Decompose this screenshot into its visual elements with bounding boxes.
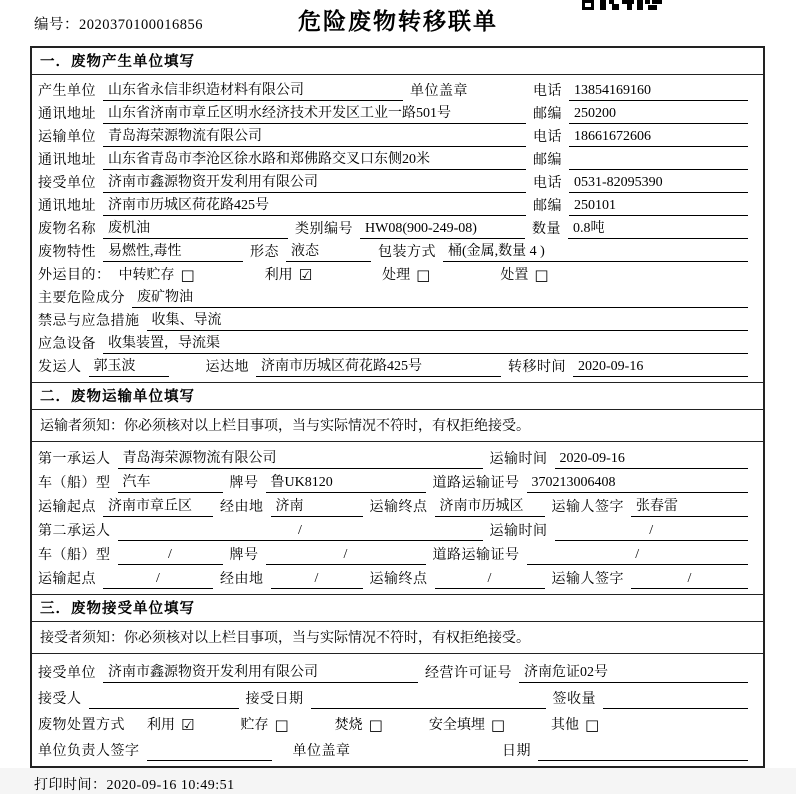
disposal-incinerate-label: 焚烧	[334, 718, 363, 733]
section-producer-title: 一．废物产生单位填写	[32, 48, 763, 75]
unit-seal-label: 单位盖章	[292, 744, 351, 759]
transporter-unit-row	[38, 124, 755, 147]
quantity-value: 0.8吨	[568, 219, 748, 239]
signed-quantity-value	[603, 690, 748, 709]
first-carrier-label: 第一承运人	[38, 452, 111, 467]
route-origin-value: 济南市章丘区	[103, 497, 213, 517]
section-producer	[32, 48, 763, 382]
disposal-method-label: 废物处置方式	[38, 718, 125, 733]
receiver-person-label: 接受人	[38, 692, 82, 707]
receive-notice: 接受者须知：你必须核对以上栏目事项，当与实际情况不符时，有权拒绝接受。	[32, 622, 763, 654]
checkbox-icon: □	[416, 266, 431, 284]
disposal-landfill-label: 安全填埋	[428, 718, 485, 733]
packaging-label: 包装方式	[378, 245, 436, 260]
phone-label: 电话	[533, 130, 562, 145]
transporter-unit-value: 青岛海荣源物流有限公司	[103, 127, 526, 147]
carrier-signature-value: 张春雷	[631, 497, 748, 517]
producer-address-left	[38, 104, 533, 124]
second-carrier-value: /	[118, 521, 483, 541]
route-end-value: 济南市历城区	[435, 497, 545, 517]
purpose-treat-option	[382, 266, 430, 285]
receive-date-label: 接受日期	[245, 692, 304, 707]
vehicle-row-2	[38, 541, 755, 565]
producer-unit-row	[38, 78, 755, 101]
section-receive-rows	[32, 654, 763, 766]
category-code-label: 类别编号	[295, 222, 353, 237]
disposal-utilize-option	[147, 716, 194, 735]
transporter-zip-group	[533, 151, 755, 170]
receiver-unit-left	[38, 173, 533, 193]
transporter-unit-left	[38, 127, 533, 147]
section-transport-title: 二．废物运输单位填写	[32, 383, 763, 410]
checkbox-checked-icon: ☑	[298, 266, 313, 284]
plate-number-label: 牌号	[229, 548, 259, 563]
transport-notice: 运输者须知：你必须核对以上栏目事项，当与实际情况不符时，有权拒绝接受。	[32, 410, 763, 442]
transport-time-2-value: /	[555, 521, 749, 541]
transporter-unit-label: 运输单位	[38, 130, 96, 145]
responsible-signature-row	[38, 735, 755, 761]
producer-unit-left	[38, 81, 533, 101]
checkbox-icon: □	[274, 716, 289, 734]
transfer-time-label: 转移时间	[508, 360, 566, 375]
disposal-storage-label: 贮存	[240, 718, 269, 733]
purpose-dispose-option	[500, 266, 548, 285]
print-time-line	[0, 768, 796, 794]
transfer-purpose-label: 外运目的：	[38, 268, 111, 283]
form-box	[30, 46, 765, 768]
receiver-address-left	[38, 196, 533, 216]
producer-address-value: 山东省济南市章丘区明水经济技术开发区工业一路501号	[103, 104, 526, 124]
vehicle-type-2-value: /	[118, 545, 223, 565]
receiver-address-label: 通讯地址	[38, 199, 96, 214]
vehicle-row-1	[38, 469, 755, 493]
consignor-value: 郭玉波	[89, 357, 169, 377]
purpose-dispose-label: 处置	[500, 268, 529, 283]
receive-unit-label: 接受单位	[38, 666, 96, 681]
phone-label: 电话	[533, 84, 562, 99]
document-header	[0, 0, 796, 44]
vehicle-type-label: 车（船）型	[38, 476, 111, 491]
checkbox-icon: □	[490, 716, 506, 734]
vehicle-type-value: 汽车	[118, 473, 223, 493]
phone-label: 电话	[533, 176, 562, 191]
disposal-utilize-label: 利用	[147, 718, 175, 733]
transporter-phone-value: 18661672606	[569, 127, 748, 147]
waste-name-row	[38, 216, 755, 239]
road-permit-label: 道路运输证号	[432, 476, 520, 491]
receiver-address-value: 济南市历城区荷花路425号	[103, 196, 526, 216]
hazard-component-value: 废矿物油	[132, 288, 748, 308]
checkbox-checked-icon: ☑	[181, 716, 195, 734]
disposal-other-option	[551, 716, 599, 735]
disposal-storage-option	[240, 716, 288, 735]
receiver-phone-group	[533, 173, 755, 193]
emergency-equipment-value: 收集装置，导流渠	[103, 334, 748, 354]
carrier-signature-label: 运输人签字	[551, 572, 624, 587]
route-via-label: 经由地	[220, 572, 264, 587]
print-time-value: 2020-09-16 10:49:51	[106, 778, 235, 793]
section-transport	[32, 382, 763, 594]
emergency-equipment-label: 应急设备	[38, 337, 96, 352]
road-permit-2-value: /	[527, 545, 749, 565]
consignor-label: 发运人	[38, 360, 82, 375]
transporter-zip-value	[569, 151, 748, 170]
purpose-transit-storage-option	[119, 266, 195, 285]
road-permit-label: 道路运输证号	[432, 548, 520, 563]
waste-property-row	[38, 239, 755, 262]
plate-number-label: 牌号	[229, 476, 259, 491]
consignor-row	[38, 354, 755, 377]
receiver-phone-value: 0531-82095390	[569, 173, 748, 193]
producer-address-row	[38, 101, 755, 124]
route-end-label: 运输终点	[369, 500, 428, 515]
receiver-unit-label: 接受单位	[38, 176, 96, 191]
carrier-signature-2-value: /	[631, 569, 748, 589]
route-origin-label: 运输起点	[38, 572, 96, 587]
producer-unit-value: 山东省永信非织造材料有限公司	[103, 81, 403, 101]
producer-phone-value: 13854169160	[569, 81, 748, 101]
purpose-utilize-label: 利用	[264, 268, 293, 283]
hazard-component-row	[38, 285, 755, 308]
transporter-address-value: 山东省青岛市李沧区徐水路和郑佛路交叉口东侧20米	[103, 150, 526, 170]
first-carrier-value: 青岛海荣源物流有限公司	[118, 449, 483, 469]
emergency-equipment-row	[38, 331, 755, 354]
plate-number-value: 鲁UK8120	[266, 473, 426, 493]
receiver-unit-value: 济南市鑫源物资开发利用有限公司	[103, 173, 526, 193]
transporter-address-row	[38, 147, 755, 170]
category-code-value: HW08(900-249-08)	[360, 219, 525, 239]
date-label: 日期	[502, 744, 531, 759]
transfer-purpose-row	[38, 262, 755, 285]
first-carrier-row	[38, 445, 755, 469]
producer-zip-value: 250200	[569, 104, 748, 124]
checkbox-icon: □	[180, 266, 195, 284]
purpose-utilize-option	[265, 266, 312, 285]
receive-unit-value: 济南市鑫源物资开发利用有限公司	[103, 663, 418, 683]
purpose-transit-storage-label: 中转贮存	[118, 268, 175, 283]
road-permit-value: 370213006408	[527, 473, 749, 493]
transporter-address-label: 通讯地址	[38, 153, 96, 168]
waste-property-label: 废物特性	[38, 245, 96, 260]
route-via-2-value: /	[271, 569, 363, 589]
transporter-address-left	[38, 150, 533, 170]
second-carrier-row	[38, 517, 755, 541]
transport-time-value: 2020-09-16	[555, 449, 749, 469]
route-origin-label: 运输起点	[38, 500, 96, 515]
plate-number-2-value: /	[266, 545, 426, 565]
waste-name-value: 废机油	[103, 219, 288, 239]
zip-label: 邮编	[533, 153, 562, 168]
producer-zip-group	[533, 104, 755, 124]
print-time-label: 打印时间：	[34, 778, 107, 793]
license-number-label: 经营许可证号	[425, 666, 512, 681]
route-end-2-value: /	[435, 569, 545, 589]
unit-seal-label: 单位盖章	[410, 84, 468, 99]
disposal-method-row	[38, 709, 755, 735]
responsible-signature-label: 单位负责人签字	[38, 744, 140, 759]
vehicle-type-label: 车（船）型	[38, 548, 111, 563]
form-state-value: 液态	[286, 242, 371, 262]
signed-quantity-label: 签收量	[552, 692, 596, 707]
destination-label: 运达地	[205, 360, 249, 375]
route-row-2	[38, 565, 755, 589]
responsible-signature-value	[147, 742, 272, 761]
emergency-measures-value: 收集、导流	[147, 311, 749, 331]
hazard-component-label: 主要危险成分	[38, 291, 125, 306]
receiver-person-value	[89, 690, 239, 709]
quantity-label: 数量	[532, 222, 561, 237]
producer-phone-group	[533, 81, 755, 101]
route-row-1	[38, 493, 755, 517]
disposal-landfill-option	[429, 716, 505, 735]
zip-label: 邮编	[533, 199, 562, 214]
section-receive-title: 三．废物接受单位填写	[32, 595, 763, 622]
transport-time-label: 运输时间	[489, 452, 548, 467]
license-number-value: 济南危证02号	[519, 663, 748, 683]
section-receive	[32, 594, 763, 766]
disposal-incinerate-option	[335, 716, 383, 735]
receiver-zip-group	[533, 196, 755, 216]
serial-label: 编号：	[34, 17, 79, 33]
emergency-measures-row	[38, 308, 755, 331]
producer-unit-label: 产生单位	[38, 84, 96, 99]
transfer-time-value: 2020-09-16	[573, 357, 748, 377]
section-producer-rows	[32, 75, 763, 382]
checkbox-icon: □	[368, 716, 383, 734]
receiver-zip-value: 250101	[569, 196, 748, 216]
waste-name-label: 废物名称	[38, 222, 96, 237]
producer-address-label: 通讯地址	[38, 107, 96, 122]
serial-number: 2020370100016856	[79, 17, 203, 33]
route-via-value: 济南	[271, 497, 363, 517]
receive-unit-row	[38, 657, 755, 683]
transport-time-label: 运输时间	[489, 524, 548, 539]
waste-property-value: 易燃性,毒性	[103, 242, 243, 262]
receive-date-value	[311, 690, 546, 709]
checkbox-icon: □	[585, 716, 600, 734]
transporter-phone-group	[533, 127, 755, 147]
section-transport-rows	[32, 442, 763, 594]
route-origin-2-value: /	[103, 569, 213, 589]
route-via-label: 经由地	[220, 500, 264, 515]
form-state-label: 形态	[250, 245, 279, 260]
qr-code-fragment-icon	[582, 0, 662, 10]
zip-label: 邮编	[533, 107, 562, 122]
purpose-treat-label: 处理	[382, 268, 411, 283]
destination-value: 济南市历城区荷花路425号	[256, 357, 501, 377]
date-value	[538, 742, 748, 761]
disposal-other-label: 其他	[551, 718, 580, 733]
checkbox-icon: □	[534, 266, 549, 284]
packaging-value: 桶(金属,数量 4 )	[443, 242, 748, 262]
emergency-measures-label: 禁忌与应急措施	[38, 314, 140, 329]
receiver-address-row	[38, 193, 755, 216]
page-title: 危险废物转移联单	[298, 9, 498, 34]
carrier-signature-label: 运输人签字	[551, 500, 624, 515]
second-carrier-label: 第二承运人	[38, 524, 111, 539]
receiver-person-row	[38, 683, 755, 709]
receiver-unit-row	[38, 170, 755, 193]
route-end-label: 运输终点	[369, 572, 428, 587]
